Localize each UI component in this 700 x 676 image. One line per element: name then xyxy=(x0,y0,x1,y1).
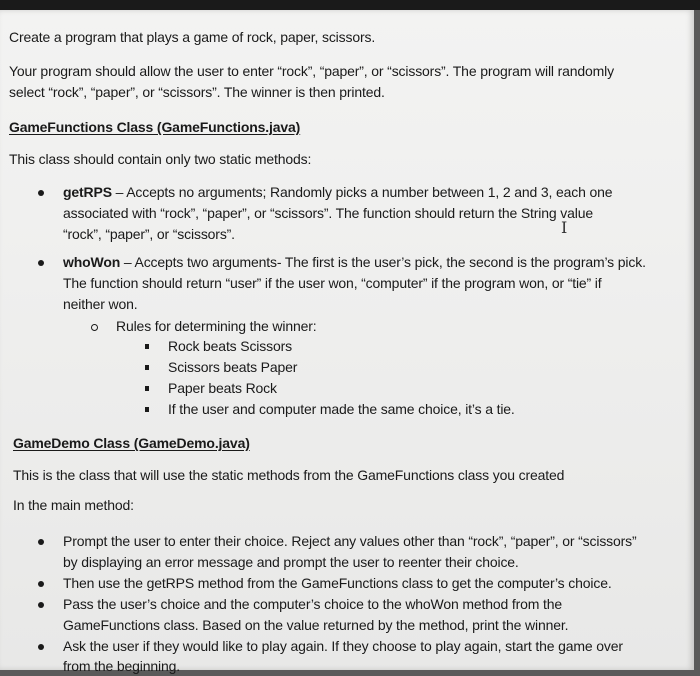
getrps-method-name: getRPS xyxy=(63,184,112,200)
demo-bullet-3-line-1: Pass the user’s choice and the computer’s choice to the whoWon method from the xyxy=(63,596,563,612)
rule-item: If the user and computer made the same choice, it’s a tie. xyxy=(168,401,515,417)
getrps-line-1 xyxy=(63,182,612,202)
gamefunctions-intro: This class should contain only two static methods: xyxy=(9,151,312,167)
whowon-line-2: The function should return “user” if the user won, “computer” if the program won, or “tie” if xyxy=(63,275,602,291)
description-line-2: select “rock”, “paper”, or “scissors”. The winner is then printed. xyxy=(9,84,385,100)
rule-item: Paper beats Rock xyxy=(168,380,277,396)
getrps-line-2: associated with “rock”, “paper”, or “scissors”. The function should return the String value xyxy=(63,205,593,221)
whowon-desc-1: – Accepts two arguments- The first is the user’s pick, the second is the program’s pick. xyxy=(120,254,646,270)
demo-bullet-2-line-1: Then use the getRPS method from the GameFunctions class to get the computer’s choice. xyxy=(63,575,612,591)
sub-sub-bullet xyxy=(145,344,149,349)
gamedemo-intro: This is the class that will use the static methods from the GameFunctions class you created xyxy=(13,467,565,483)
sub-bullet-ring xyxy=(91,324,98,331)
main-method-intro: In the main method: xyxy=(13,497,134,513)
text-cursor-icon: I xyxy=(561,218,568,237)
demo-bullet-4-line-2: from the beginning. xyxy=(63,658,181,674)
sub-sub-bullet xyxy=(145,386,149,391)
demo-bullet-3-line-2: GameFunctions class. Based on the value returned by the method, print the winner. xyxy=(63,617,569,633)
gamefunctions-heading: GameFunctions Class (GameFunctions.java) xyxy=(9,119,301,135)
whowon-method-name: whoWon xyxy=(63,254,121,270)
description-line-1: Your program should allow the user to enter “rock”, “paper”, or “scissors”. The program will randomly xyxy=(9,63,614,79)
gamedemo-heading: GameDemo Class (GameDemo.java) xyxy=(13,435,250,451)
demo-bullet-1-line-1: Prompt the user to enter their choice. Reject any values other than “rock”, “paper”, or “scissors” xyxy=(63,533,637,549)
rule-item: Scissors beats Paper xyxy=(168,359,298,375)
bullet-dot xyxy=(38,644,44,650)
bullet-dot xyxy=(38,581,44,587)
getrps-desc-1: – Accepts no arguments; Randomly picks a number between 1, 2 and 3, each one xyxy=(111,184,613,200)
sub-sub-bullet xyxy=(145,407,149,412)
rules-heading: Rules for determining the winner: xyxy=(116,318,317,334)
sub-sub-bullet xyxy=(145,365,149,370)
bullet-dot xyxy=(38,190,44,196)
demo-bullet-1-line-2: by displaying an error message and prompt the user to reenter their choice. xyxy=(63,554,519,570)
top-dark-band xyxy=(0,0,700,10)
whowon-line-1 xyxy=(63,252,646,272)
document-title: Create a program that plays a game of rock, paper, scissors. xyxy=(9,29,376,45)
getrps-line-3: “rock”, “paper”, or “scissors”. xyxy=(63,226,235,242)
demo-bullet-4-line-1: Ask the user if they would like to play again. If they choose to play again, start the game over xyxy=(63,638,623,654)
rule-item: Rock beats Scissors xyxy=(168,338,292,354)
bullet-dot xyxy=(38,260,44,266)
document-page xyxy=(0,10,694,674)
bullet-dot xyxy=(38,539,44,545)
bullet-dot xyxy=(38,602,44,608)
whowon-line-3: neither won. xyxy=(63,296,138,312)
